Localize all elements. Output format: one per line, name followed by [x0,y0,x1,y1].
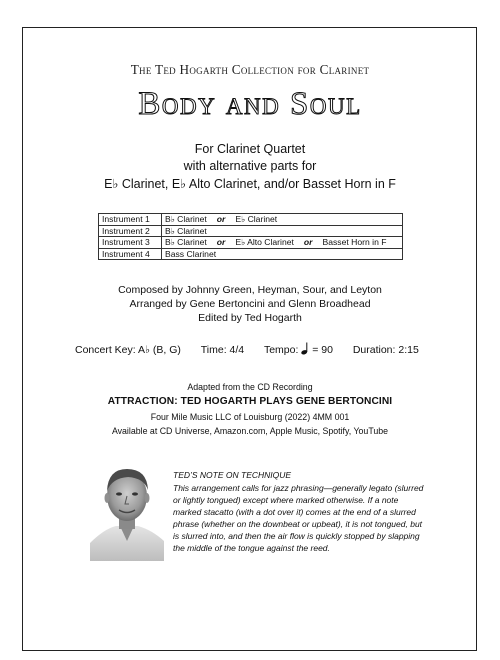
instrument-label: Instrument 1 [99,214,162,226]
subtitle-line-2: with alternative parts for [183,159,317,173]
note-body [173,482,443,555]
or-label: or [216,237,226,247]
instrument-label: Instrument 2 [99,225,162,237]
tempo-label: Tempo: [263,344,299,356]
note-line: is slurred into, and then the air flow is quickly stopped by slapping [173,531,420,542]
tempo-value: = 90 [312,344,333,356]
subtitle-line-3: E♭ Clarinet, E♭ Alto Clarinet, and/or Basset Horn in F [104,177,396,191]
part: B♭ Clarinet [165,225,207,236]
note-line: phrase (whether on the downbeat or upbeat), it is not tongued, but [173,519,423,530]
piece-title: Body and Soul [138,86,362,122]
musical-info [75,342,419,358]
table-row [99,225,403,237]
composer-credit: Composed by Johnny Green, Heyman, Sour, and Leyton [118,284,382,296]
instrument-parts [162,248,403,260]
instrument-parts [162,214,403,226]
editor-credit: Edited by Ted Hogarth [198,312,302,324]
or-label: or [216,214,226,224]
instrument-table [98,213,403,260]
part: Bass Clarinet [165,248,217,259]
note-line: This arrangement calls for jazz phrasing—generally legato (slurred [173,483,424,493]
collection-title: The Ted Hogarth Collection for Clarinet [130,62,370,77]
album-title: ATTRACTION: TED HOGARTH PLAYS GENE BERTONCINI [107,396,393,407]
record-label: Four Mile Music LLC of Louisburg (2022) 4MM 001 [150,412,350,422]
table-row [99,248,403,260]
adapted-note: Adapted from the CD Recording [187,382,313,392]
instrument-label: Instrument 4 [99,248,162,260]
part: Basset Horn in F [322,237,387,247]
note-line: or lightly tongued) except where marked otherwise. If a note [173,495,399,506]
instrument-parts [162,237,403,249]
part: B♭ Clarinet [165,214,207,224]
duration: Duration: 2:15 [352,344,419,356]
arranger-credit: Arranged by Gene Bertoncini and Glenn Broadhead [129,298,371,310]
concert-key: Concert Key: A♭ (B, G) [75,344,181,356]
part: E♭ Alto Clarinet [235,237,294,247]
availability: Available at CD Universe, Amazon.com, Apple Music, Spotify, YouTube [111,426,389,436]
note-title: TED’S NOTE ON TECHNIQUE [173,470,292,480]
portrait-photo [90,463,164,561]
part: B♭ Clarinet [165,237,207,247]
table-row [99,214,403,226]
note-line: the middle of the tongue against the reed. [173,543,330,554]
subtitle-line-1: For Clarinet Quartet [194,142,306,156]
instrument-parts [162,225,403,237]
note-line: marked stacatto (with a dot over it) comes at the end of a slurred [173,507,416,518]
part: E♭ Clarinet [235,214,278,224]
time-signature: Time: 4/4 [200,344,245,356]
table-row [99,237,403,249]
quarter-note-icon [301,342,309,358]
instrument-label: Instrument 3 [99,237,162,249]
or-label: or [303,237,313,247]
